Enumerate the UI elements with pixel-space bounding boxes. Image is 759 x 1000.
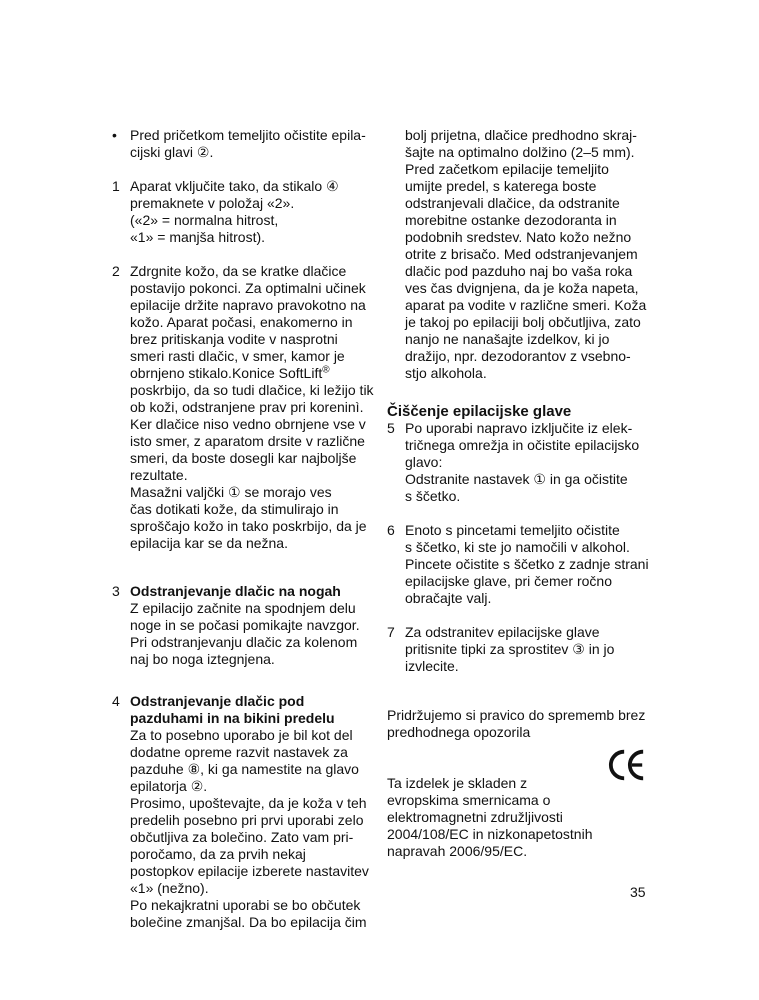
text-line: 2004/108/EC in nizkonapetostnih [387,826,593,842]
text-line: stjo alkohola. [405,365,487,381]
text-line: smeri rasti dlačic, v smer, kamor je [130,348,345,364]
text-line: rezultate. [130,467,188,483]
text-line: brez pritiskanja vodite v nasprotni [130,331,338,347]
text-line: izvlecite. [405,658,459,674]
cleaning-heading: Čiščenje epilacijske glave [387,403,572,420]
text-line: dodatne opreme razvit nastavek za [130,744,348,760]
section-title: Odstranjevanje dlačic pod [130,693,305,709]
step-number: 3 [112,583,120,599]
text-line: epilacija kar se da nežna. [130,535,288,551]
step-2 [112,263,377,552]
step-5 [387,420,649,505]
text-line: Z epilacijo začnite na spodnjem delu [130,600,356,616]
text-line: čas dotikati kože, da stimulirajo in [130,501,339,517]
text-line: epilacijske glave, pri čemer ročno [405,573,612,589]
text-line: obračajte valj. [405,590,492,606]
text-line: Enoto s pincetami temeljito očistite [405,522,620,538]
text-line: Po nekajkratni uporabi se bo občutek [130,897,361,913]
text-line: Pred pričetkom temeljito očistite epila- [130,127,366,143]
text-line: «1» (nežno). [130,880,209,896]
text-line: nanjo ne nanašajte izdelkov, ki jo [405,331,610,347]
text-line: otrite z brisačo. Med odstranjevanjem [405,246,638,262]
text-line [130,365,377,382]
text-line: umijte predel, s katerega boste [405,178,597,194]
step-number: 2 [112,263,120,279]
step-number: 4 [112,693,120,709]
ce-conformity-text [387,775,649,860]
text-line: Ta izdelek je skladen z [387,775,528,791]
text-line: občutljiva za bolečino. Zato vam pri- [130,829,354,845]
text-line: glavo: [405,454,443,470]
text-line: bolečine zmanjšal. Da bo epilacija čim [130,914,367,930]
step-number: 5 [387,420,395,436]
text-line: Pincete očistite s ščetko z zadnje strani [405,556,649,572]
text-line: postavijo pokonci. Za optimalni učinek [130,280,366,296]
text-line: poskrbijo, da so tudi dlačice, ki ležijo tik [130,382,374,398]
text-line: «1» = manjša hitrost). [130,229,266,245]
text-line: predelih posebno pri prvi uporabi zelo [130,812,364,828]
text-line: epilatorja ②. [130,778,208,794]
text-line: Za odstranitev epilacijske glave [405,624,600,640]
step-3 [112,583,377,668]
text-line: Masažni valjčki ① se morajo ves [130,484,332,500]
text-line: evropskima smernicama o [387,792,551,808]
text-line: s ščetko. [405,488,461,504]
text-line: morebitne ostanke dezodoranta in [405,212,617,228]
text-line: Prosimo, upoštevajte, da je koža v teh [130,795,367,811]
text-line: dlačic pod pazduho naj bo vaša roka [405,263,633,279]
pre-cleaning-bullet [112,127,377,161]
text-line: Odstranite nastavek ① in ga očistite [405,471,628,487]
text-line: sproščajo kožo in tako poskrbijo, da je [130,518,367,534]
text-line: pazduhe ⑧, ki ga namestite na glavo [130,761,359,777]
step-number: 1 [112,178,120,194]
step-4-continuation [387,127,649,382]
step-4 [112,693,377,931]
text-line: s ščetko, ki ste jo namočili v alkohol. [405,539,630,555]
text-line: poročamo, da za prvih nekaj [130,846,306,862]
text-line: tričnega omrežja in očistite epilacijsko [405,437,640,453]
text-line: naj bo noga iztegnjena. [130,651,275,667]
step-number: 6 [387,522,395,538]
text-line: postopkov epilacije izberete nastavitev [130,863,369,879]
rights-notice [387,707,649,741]
text-line: Ker dlačice niso vedno obrnjene vse v [130,416,366,432]
text-line: pritisnite tipki za sprostitev ③ in jo [405,641,615,657]
step-1 [112,178,377,246]
text-line: šajte na optimalno dolžino (2–5 mm). [405,144,635,160]
text-line: Pri odstranjevanju dlačic za kolenom [130,634,358,650]
text-line: je takoj po epilaciji bolj občutljiva, zato [405,314,641,330]
text-line: cijski glavi ②. [130,144,214,160]
text-line: predhodnega opozorila [387,724,531,740]
text-line: Aparat vključite tako, da stikalo ④ [130,178,339,194]
text-line: Pred začetkom epilacije temeljito [405,161,609,177]
text-line: bolj prijetna, dlačice predhodno skraj- [405,127,637,143]
page-number: 35 [630,884,646,900]
step-number: 7 [387,624,395,640]
step-7 [387,624,649,675]
text-line: odstranjevali dlačice, da odstranite [405,195,620,211]
text-line: Za to posebno uporabo je bil kot del [130,727,353,743]
text-line: Zdrgnite kožo, da se kratke dlačice [130,263,347,279]
text-line: podobnih sredstev. Nato kožo nežno [405,229,632,245]
bullet-marker: • [112,127,117,143]
text-line: ob koži, odstranjene prav pri koreninì. [130,399,364,415]
text-line: aparat pa vodite v različne smeri. Koža [405,297,647,313]
ce-mark-icon [608,747,646,783]
text-line: napravah 2006/95/EC. [387,843,528,859]
text-line: Pridržujemo si pravico do sprememb brez [387,707,646,723]
section-title: Odstranjevanje dlačic na nogah [130,583,341,599]
text-line: kožo. Aparat počasi, enakomerno in [130,314,353,330]
text-line: ves čas dvignjena, da je koža napeta, [405,280,639,296]
left-column [112,127,377,931]
registered-mark: ® [322,364,330,376]
step-6 [387,522,649,607]
text-line: («2» = normalna hitrost, [130,212,279,228]
section-title: pazduhami in na bikini predelu [130,710,335,726]
text-line: isto smer, z aparatom drsite v različne [130,433,365,449]
text-line: dražijo, npr. dezodorantov z vsebno- [405,348,631,364]
text-line: elektromagnetni združljivosti [387,809,563,825]
text-span: obrnjeno stikalo.Konice SoftLift [130,365,323,381]
text-line: smeri, da boste dosegli kar najboljše [130,450,357,466]
text-line: premaknete v položaj «2». [130,195,295,211]
text-line: epilacije držite napravo pravokotno na [130,297,366,313]
text-line: Po uporabi napravo izključite iz elek- [405,420,633,436]
text-line: noge in se počasi pomikajte navzgor. [130,617,360,633]
